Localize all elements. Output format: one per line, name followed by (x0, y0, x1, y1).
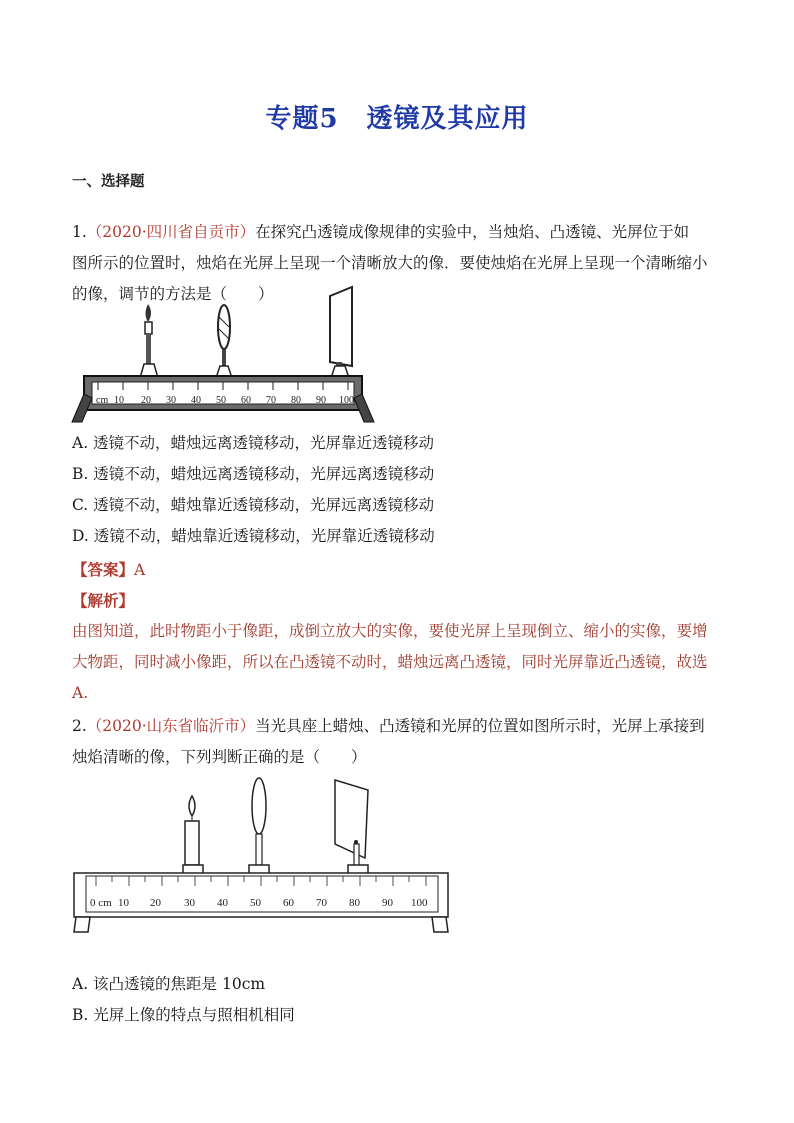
lens-icon (252, 778, 266, 865)
tick-label: 10 (114, 395, 124, 406)
q1-option-c: C. 透镜不动，蜡烛靠近透镜移动，光屏远离透镜移动 (72, 496, 435, 514)
q1-source: （2020·四川省自贡市） (86, 223, 256, 241)
tick-label: 90 (316, 395, 326, 406)
tick-label: 100 (339, 395, 354, 406)
tick-label: 80 (349, 897, 360, 909)
tick-label: 50 (216, 395, 226, 406)
q2-figure-optical-bench (70, 776, 454, 936)
tick-label: 40 (217, 897, 228, 909)
q1-figure-optical-bench (70, 282, 380, 427)
answer-value: A (134, 561, 146, 579)
q2-line-2: 烛焰清晰的像，下列判断正确的是（ ） (72, 748, 367, 766)
tick-label: 10 (118, 897, 129, 909)
tick-label: 30 (166, 395, 176, 406)
q2-number: 2. (72, 717, 87, 735)
rail-unit: cm (96, 395, 109, 406)
q1-option-b: B. 透镜不动，蜡烛远离透镜移动，光屏远离透镜移动 (72, 465, 435, 483)
analysis-line-2: 大物距，同时减小像距，所以在凸透镜不动时，蜡烛远离凸透镜，同时光屏靠近凸透镜，故选 (72, 653, 708, 671)
section-heading: 一、选择题 (72, 173, 145, 190)
tick-label: 40 (191, 395, 201, 406)
candle-icon (185, 796, 199, 865)
tick-label: 20 (141, 395, 151, 406)
tick-label: 20 (150, 897, 161, 909)
q1-line-2: 图所示的位置时，烛焰在光屏上呈现一个清晰放大的像．要使烛焰在光屏上呈现一个清晰缩小 (72, 254, 708, 272)
answer-label: 【答案】 (72, 560, 135, 579)
q1-number: 1. (72, 223, 87, 241)
tick-label: 30 (184, 897, 195, 909)
tick-label: 70 (316, 897, 327, 909)
light-screen (330, 287, 352, 366)
analysis-line-3: A. (72, 684, 89, 702)
q1-text-1: 在探究凸透镜成像规律的实验中，当烛焰、凸透镜、光屏位于如 (255, 223, 690, 241)
analysis-label: 【解析】 (72, 591, 135, 610)
title-prefix: 专题5 (265, 104, 339, 134)
q2-source: （2020·山东省临沂市） (86, 717, 256, 735)
tick-label: 60 (283, 897, 294, 909)
candle-icon (145, 304, 152, 364)
tick-label: 70 (266, 395, 276, 406)
q1-answer (72, 554, 145, 586)
tick-label: 60 (241, 395, 251, 406)
q1-line-1 (72, 217, 689, 248)
q1-option-a: A. 透镜不动，蜡烛远离透镜移动，光屏靠近透镜移动 (72, 434, 435, 452)
lens-icon (218, 305, 230, 367)
tick-label: 50 (250, 897, 261, 909)
tick-label: 80 (291, 395, 301, 406)
q2-text-1: 当光具座上蜡烛、凸透镜和光屏的位置如图所示时，光屏上承接到 (255, 717, 705, 735)
q2-line-1 (72, 711, 705, 742)
q2-option-b: B. 光屏上像的特点与照相机相同 (72, 1006, 295, 1024)
title-main: 透镜及其应用 (366, 104, 529, 134)
q1-line-3: 的像，调节的方法是（ ） (72, 285, 274, 303)
analysis-line-1: 由图知道，此时物距小于像距，成倒立放大的实像，要使光屏上呈现倒立、缩小的实像，要增 (72, 622, 708, 640)
tick-label: 100 (411, 897, 428, 909)
q1-option-d: D. 透镜不动，蜡烛靠近透镜移动，光屏靠近透镜移动 (72, 527, 435, 545)
tick-label: 0 cm (90, 897, 112, 909)
light-screen (335, 780, 368, 866)
tick-label: 90 (382, 897, 393, 909)
q2-option-a: A. 该凸透镜的焦距是 10cm (72, 975, 266, 993)
page-title (0, 98, 794, 135)
